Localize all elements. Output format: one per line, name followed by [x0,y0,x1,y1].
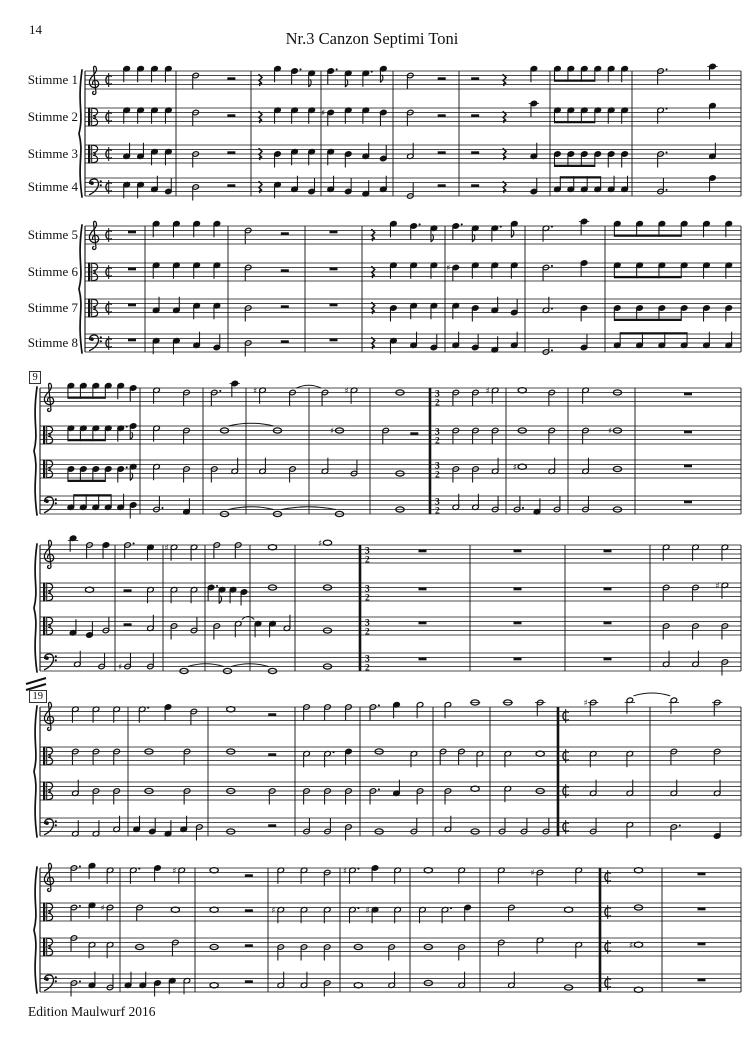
svg-text:♯: ♯ [118,662,123,673]
svg-text:2: 2 [435,470,440,481]
music-line-2-choir-2 [34,535,741,675]
music-line-2-choir-1 [34,380,741,518]
svg-text:3: 3 [365,618,370,629]
music-line-1-choir-2 [79,218,741,356]
svg-text:2: 2 [435,506,440,517]
svg-text:♯: ♯ [164,543,169,554]
svg-text:♯: ♯ [715,581,720,592]
music-line-3-choir-2 [34,863,741,997]
staff-label-stimme-7: Stimme 7 [27,300,78,315]
staff-label-stimme-8: Stimme 8 [27,335,78,350]
svg-text:3: 3 [435,389,440,400]
system-separator-icon [26,678,46,690]
measure-number-9: 9 [29,371,41,384]
svg-text:♯: ♯ [607,426,613,437]
svg-text:3: 3 [365,546,370,557]
svg-text:♯: ♯ [100,903,105,914]
svg-text:♯: ♯ [253,386,258,397]
svg-text:♯: ♯ [330,426,335,437]
svg-text:♯: ♯ [629,940,634,951]
svg-text:2: 2 [365,593,370,604]
staff-label-stimme-5: Stimme 5 [27,227,78,242]
svg-text:2: 2 [365,627,370,638]
staff-label-stimme-2: Stimme 2 [27,109,78,124]
svg-text:3: 3 [365,654,370,665]
svg-text:♯: ♯ [342,866,348,877]
svg-text:3: 3 [365,584,370,595]
svg-text:2: 2 [435,436,440,447]
svg-text:3: 3 [435,461,440,472]
staff-label-stimme-3: Stimme 3 [27,146,78,161]
music-line-1-choir-1 [79,63,741,200]
svg-text:2: 2 [365,663,370,674]
staff-label-stimme-1: Stimme 1 [27,72,78,87]
staff-label-stimme-6: Stimme 6 [27,264,78,279]
svg-text:3: 3 [435,427,440,438]
staff-label-stimme-4: Stimme 4 [27,179,78,194]
svg-text:♯: ♯ [583,698,588,709]
svg-text:♯: ♯ [530,868,535,879]
svg-text:♯: ♯ [172,866,177,877]
music-line-3-choir-1 [34,693,741,841]
svg-text:♯: ♯ [271,905,276,916]
edition-footer: Edition Maulwurf 2016 [28,1004,156,1019]
svg-text:2: 2 [435,398,440,409]
svg-text:3: 3 [435,497,440,508]
svg-text:♯: ♯ [321,108,326,119]
svg-text:2: 2 [365,555,370,566]
svg-text:♯: ♯ [512,462,517,473]
svg-text:♯: ♯ [446,263,451,274]
page-title: Nr.3 Canzon Septimi Toni [285,29,459,48]
svg-text:♯: ♯ [318,538,323,549]
svg-text:♯: ♯ [344,386,349,397]
svg-text:♯: ♯ [365,905,370,916]
measure-number-19: 19 [29,690,47,703]
page-number: 14 [29,22,42,37]
svg-text:♯: ♯ [485,386,490,397]
